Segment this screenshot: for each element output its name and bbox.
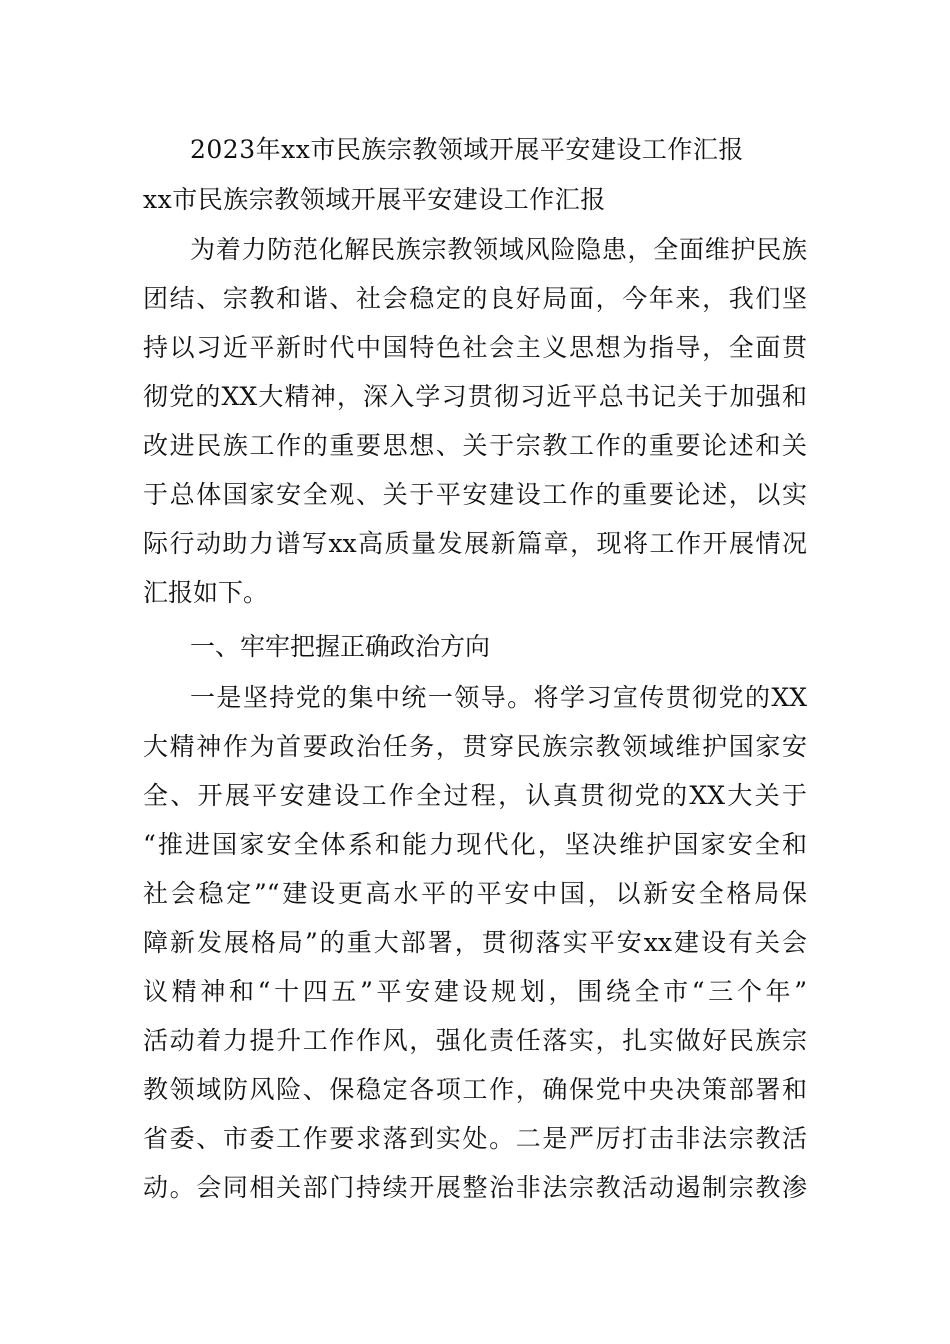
body-line-11: 动。会同相关部门持续开展整治非法宗教活动遏制宗教渗: [143, 1173, 807, 1202]
body-line-5: 社会稳定”“建设更高水平的平安中国，以新安全格局保: [143, 879, 807, 908]
body-line-10: 省委、市委工作要求落到实处。二是严厉打击非法宗教活: [143, 1124, 807, 1153]
body-line-6: 障新发展格局”的重大部署，贯彻落实平安xx建设有关会: [143, 928, 807, 957]
body-line-3: 全、开展平安建设工作全过程，认真贯彻党的XX大关于: [143, 781, 807, 810]
body-line-1: 一是坚持党的集中统一领导。将学习宣传贯彻党的XX: [190, 683, 807, 712]
document-title: 2023年xx市民族宗教领域开展平安建设工作汇报: [190, 135, 744, 164]
intro-line-1: 为着力防范化解民族宗教领域风险隐患，全面维护民族: [190, 235, 807, 264]
body-line-8: 活动着力提升工作作风，强化责任落实，扎实做好民族宗: [143, 1026, 807, 1055]
body-line-4: “推进国家安全体系和能力现代化，坚决维护国家安全和: [143, 830, 807, 859]
intro-line-7: 际行动助力谱写xx高质量发展新篇章，现将工作开展情况: [143, 529, 807, 558]
intro-line-8: 汇报如下。: [143, 578, 269, 607]
body-line-9: 教领域防风险、保稳定各项工作，确保党中央决策部署和: [143, 1075, 807, 1104]
document-subtitle: xx市民族宗教领域开展平安建设工作汇报: [143, 185, 606, 214]
intro-line-2: 团结、宗教和谐、社会稳定的良好局面，今年来，我们坚: [143, 284, 807, 313]
intro-line-5: 改进民族工作的重要思想、关于宗教工作的重要论述和关: [143, 431, 807, 460]
intro-line-3: 持以习近平新时代中国特色社会主义思想为指导，全面贯: [143, 333, 807, 362]
intro-line-4: 彻党的XX大精神，深入学习贯彻习近平总书记关于加强和: [143, 382, 807, 411]
body-line-7: 议精神和“十四五”平安建设规划，围绕全市“三个年”: [143, 977, 807, 1006]
section-heading: 一、牢牢把握正确政治方向: [190, 632, 491, 661]
body-line-2: 大精神作为首要政治任务，贯穿民族宗教领域维护国家安: [143, 732, 807, 761]
intro-line-6: 于总体国家安全观、关于平安建设工作的重要论述，以实: [143, 480, 807, 509]
